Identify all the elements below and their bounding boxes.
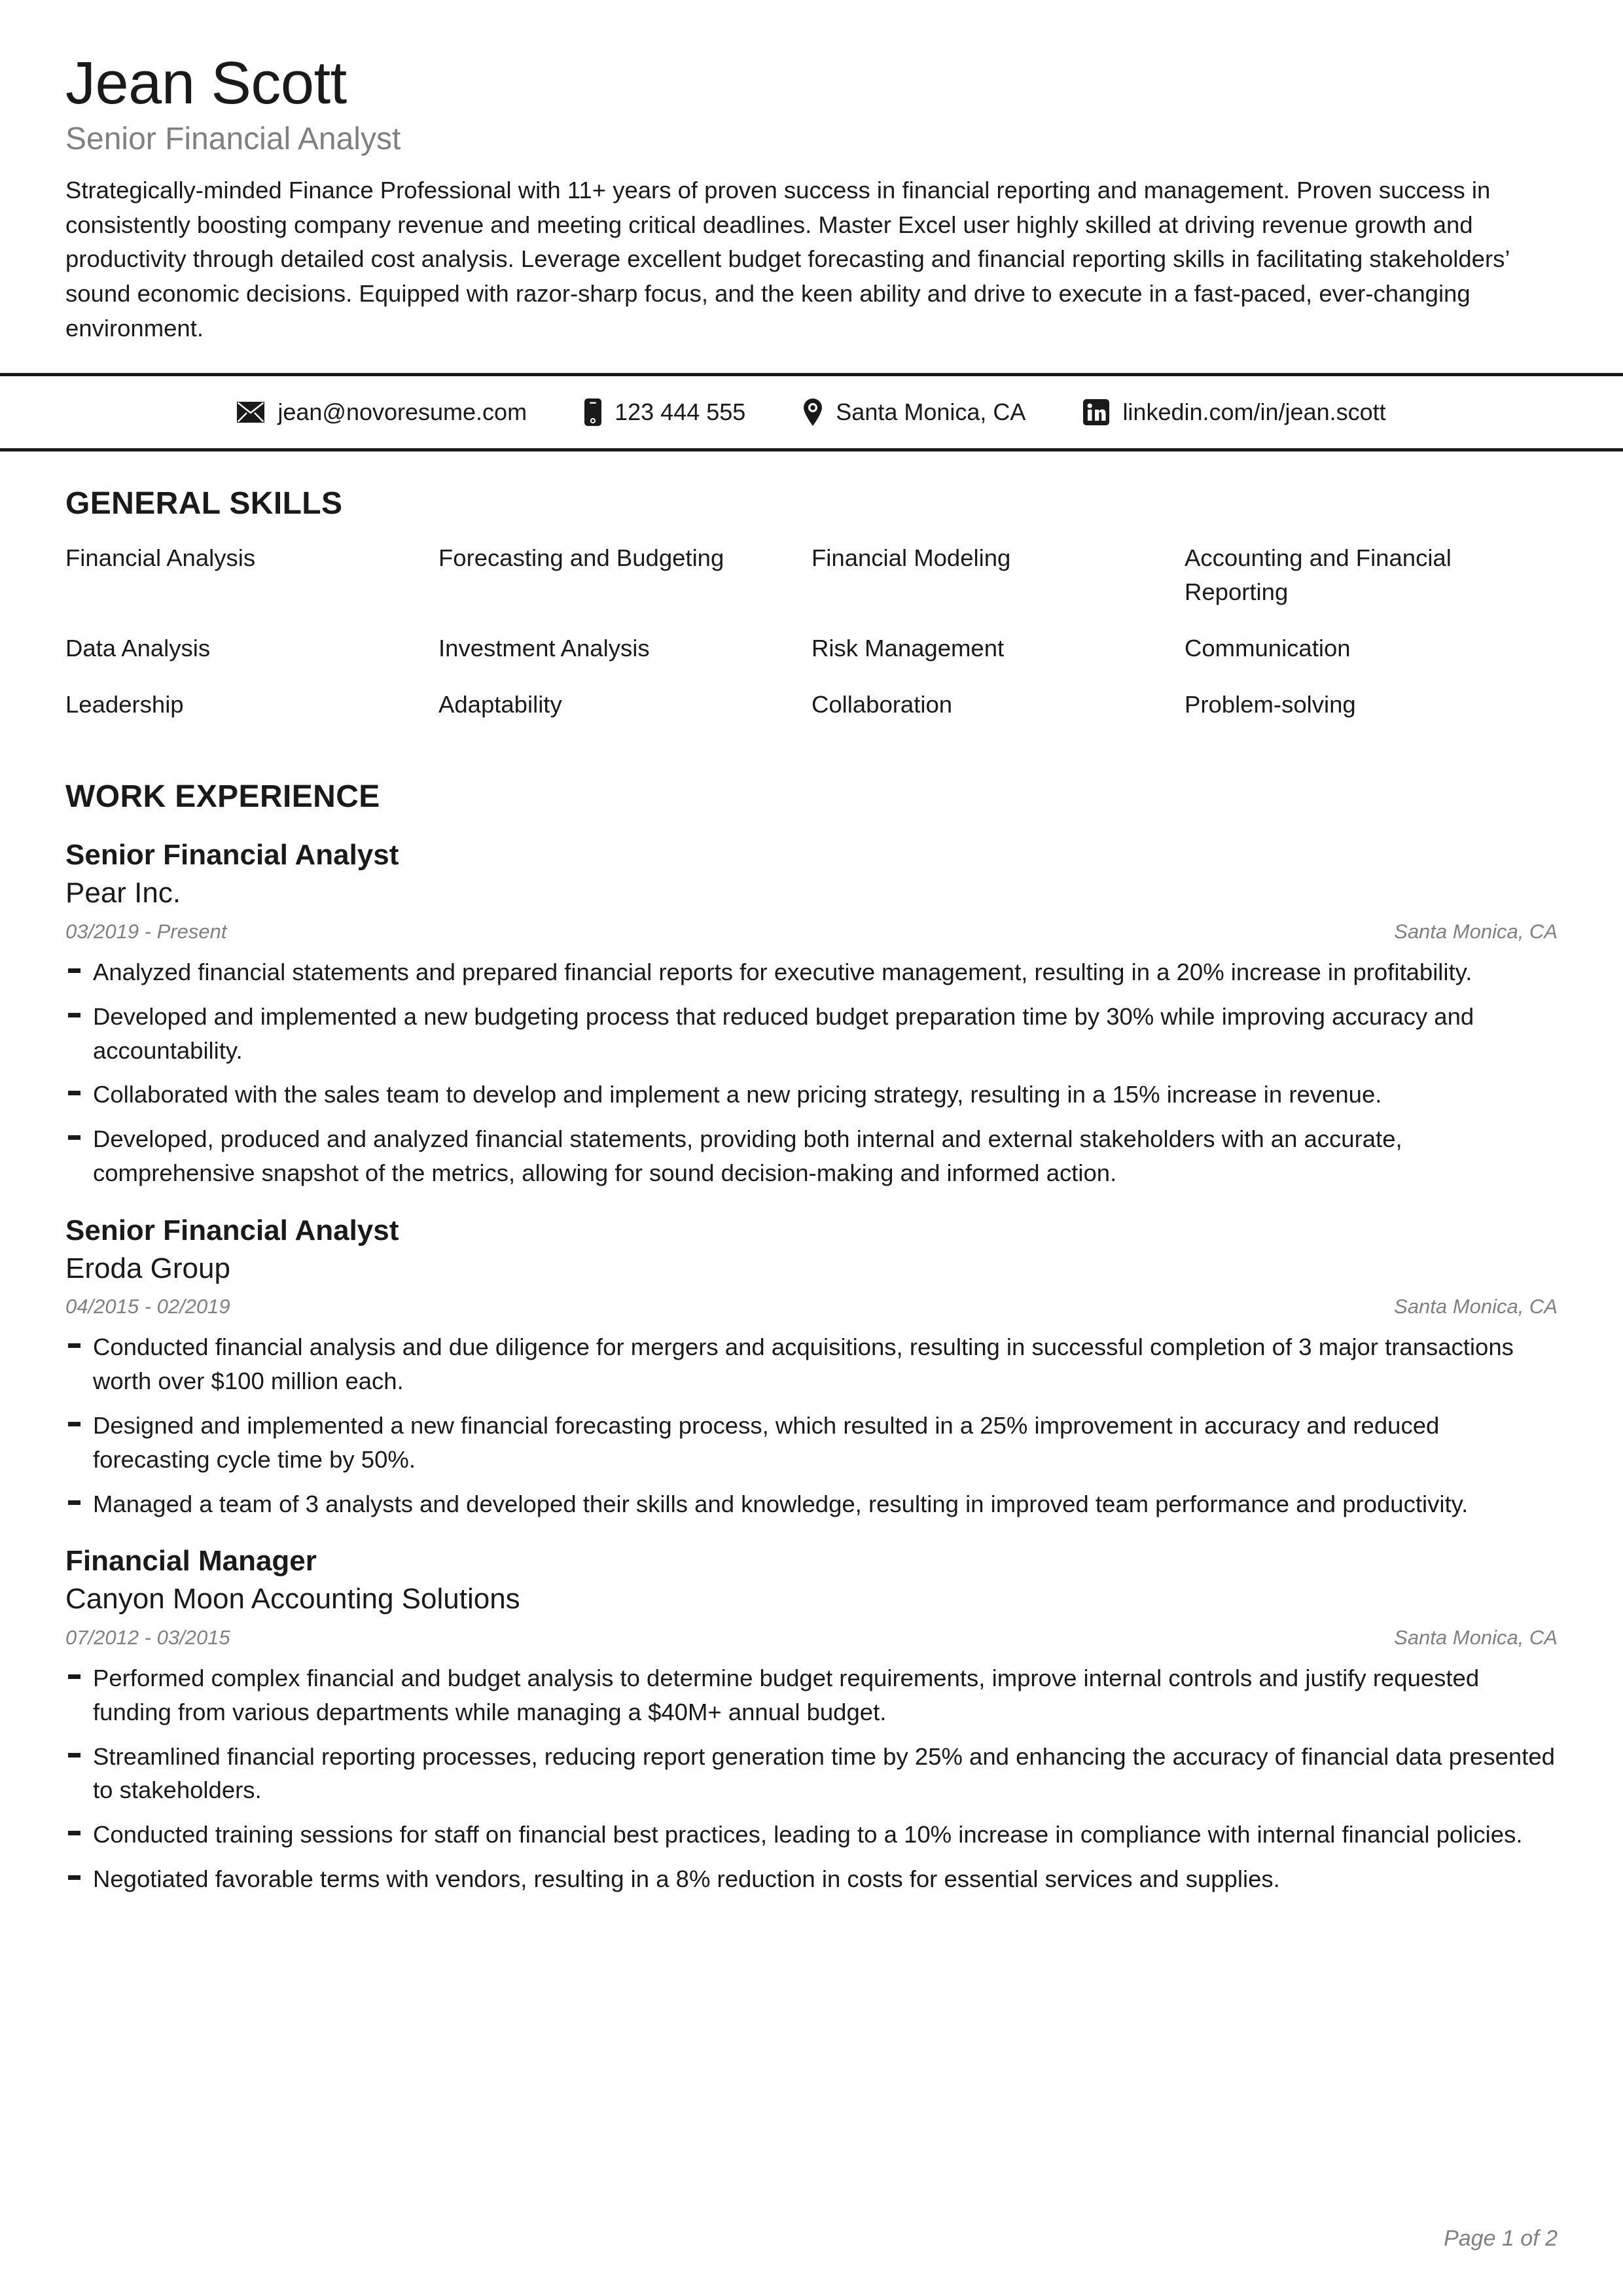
job-meta: [65, 920, 1558, 944]
contact-linkedin[interactable]: [1083, 399, 1385, 425]
job-role: Senior Financial Analyst: [65, 839, 399, 872]
bullet-marker-icon: [68, 1875, 80, 1880]
job-company: Pear Inc.: [65, 877, 181, 910]
skill-item: Data Analysis: [65, 634, 211, 662]
job-bullet-text: Analyzed financial statements and prepared financial reports for executive management, resulting in a 20% increase in profitability.: [93, 958, 1472, 985]
bullet-marker-icon: [68, 1500, 80, 1505]
bullet-marker-icon: [68, 1135, 80, 1140]
contact-email[interactable]: [237, 400, 527, 424]
header-job-title: Senior Financial Analyst: [65, 122, 401, 157]
divider-bottom: [0, 448, 1623, 451]
job-entry: [65, 1214, 1558, 1521]
skills-section-title: GENERAL SKILLS: [65, 486, 343, 521]
job-bullet-text: Performed complex financial and budget analysis to determine budget requirements, improve internal controls and justify requested funding from various departments while managing a $40M+ annual budget.: [93, 1664, 1480, 1725]
job-role: Financial Manager: [65, 1545, 317, 1578]
job-bullet: [65, 1122, 1558, 1190]
job-bullet: [65, 1000, 1558, 1068]
job-bullet: [65, 1740, 1558, 1808]
professional-summary: Strategically-minded Finance Professional with 11+ years of proven success in financial reporting and management. Proven success in consistently boosting company revenue and meeting critical deadlines. Master Excel user highly skilled at driving revenue growth and productivity through detailed cost analysis. Leverage excellent budget forecasting and financial reporting skills in facilitating stakeholders’ sound economic decisions. Equipped with razor-sharp focus, and the keen ability and drive to execute in a fast-paced, ever-changing environment.: [65, 177, 1510, 342]
bullet-marker-icon: [68, 1343, 80, 1348]
job-bullet: [65, 1862, 1558, 1896]
skill-item: Leadership: [65, 690, 184, 718]
work-experience-section: [65, 779, 1558, 1896]
contact-bar: [0, 376, 1623, 448]
job-bullet-text: Conducted financial analysis and due diligence for mergers and acquisitions, resulting in successful completion of 3 major transactions worth over $100 million each.: [93, 1333, 1514, 1395]
contact-location-text: Santa Monica, CA: [836, 398, 1026, 426]
skill-item: Forecasting and Budgeting: [438, 544, 724, 572]
job-entry: [65, 838, 1558, 1190]
job-bullet: [65, 1330, 1558, 1398]
skill-item: Accounting and Financial Reporting: [1185, 544, 1452, 605]
job-location: Santa Monica, CA: [1394, 1625, 1558, 1649]
job-entry: [65, 1544, 1558, 1896]
job-bullet-text: Collaborated with the sales team to develop and implement a new pricing strategy, resulting in a 15% increase in revenue.: [93, 1081, 1382, 1108]
job-dates: 04/2015 - 02/2019: [65, 1295, 230, 1318]
skill-item: Problem-solving: [1185, 690, 1356, 718]
skill-item: Collaboration: [812, 690, 953, 718]
job-bullets: [65, 955, 1558, 1190]
job-bullets: [65, 1661, 1558, 1896]
skill-item: Adaptability: [438, 690, 562, 718]
envelope-icon: [237, 402, 264, 423]
job-dates: 07/2012 - 03/2015: [65, 1625, 230, 1649]
job-bullet: [65, 1487, 1558, 1521]
job-location: Santa Monica, CA: [1394, 1295, 1558, 1318]
job-company: Eroda Group: [65, 1252, 230, 1284]
job-bullet: [65, 955, 1558, 989]
job-meta: [65, 1295, 1558, 1318]
resume-header: [0, 0, 1623, 345]
bullet-marker-icon: [68, 1674, 80, 1679]
job-bullet-text: Negotiated favorable terms with vendors, resulting in a 8% reduction in costs for essential services and supplies.: [93, 1865, 1280, 1893]
phone-icon: [584, 398, 601, 426]
resume-body: [0, 486, 1623, 1896]
contact-location[interactable]: [803, 398, 1026, 426]
linkedin-icon: [1083, 399, 1109, 425]
job-bullet-text: Conducted training sessions for staff on financial best practices, leading to a 10% increase in compliance with internal financial policies.: [93, 1821, 1523, 1848]
job-bullet-text: Designed and implemented a new financial forecasting process, which resulted in a 25% improvement in accuracy and reduced forecasting cycle time by 50%.: [93, 1411, 1440, 1473]
contact-email-text: jean@novoresume.com: [277, 398, 527, 426]
contact-phone-text: 123 444 555: [615, 398, 746, 426]
contact-linkedin-text: linkedin.com/in/jean.scott: [1122, 398, 1386, 426]
skill-item: Investment Analysis: [438, 634, 650, 662]
skill-item: Financial Modeling: [812, 544, 1011, 572]
map-pin-icon: [803, 398, 823, 426]
job-role: Senior Financial Analyst: [65, 1214, 399, 1246]
job-bullet: [65, 1661, 1558, 1729]
skill-item: Communication: [1185, 634, 1351, 662]
bullet-marker-icon: [68, 1753, 80, 1757]
skills-grid: [65, 541, 1558, 743]
bullet-marker-icon: [68, 1091, 80, 1095]
work-section-title: WORK EXPERIENCE: [65, 779, 380, 815]
job-bullet-text: Developed and implemented a new budgeting process that reduced budget preparation time by 30% while improving accuracy and accountability.: [93, 1002, 1474, 1064]
job-bullet-text: Streamlined financial reporting processes, reducing report generation time by 25% and enhancing the accuracy of financial data presented to stakeholders.: [93, 1742, 1555, 1804]
job-location: Santa Monica, CA: [1394, 919, 1558, 943]
bullet-marker-icon: [68, 1013, 80, 1017]
bullet-marker-icon: [68, 1831, 80, 1835]
job-dates: 03/2019 - Present: [65, 919, 227, 943]
page-footer: Page 1 of 2: [1444, 2226, 1558, 2251]
job-company: Canyon Moon Accounting Solutions: [65, 1583, 520, 1616]
job-bullet: [65, 1818, 1558, 1852]
bullet-marker-icon: [68, 1422, 80, 1426]
job-bullet-text: Managed a team of 3 analysts and developed their skills and knowledge, resulting in improved team performance and productivity.: [93, 1490, 1469, 1517]
skill-item: Risk Management: [812, 634, 1005, 662]
job-bullet: [65, 1078, 1558, 1112]
bullet-marker-icon: [68, 968, 80, 973]
job-bullet-text: Developed, produced and analyzed financial statements, providing both internal and external stakeholders with an accurate, comprehensive snapshot of the metrics, allowing for sound decision-making and informed action.: [93, 1125, 1402, 1187]
skills-section: [65, 486, 1558, 743]
skill-item: Financial Analysis: [65, 544, 256, 572]
job-meta: [65, 1626, 1558, 1650]
job-bullet: [65, 1409, 1558, 1477]
job-bullets: [65, 1330, 1558, 1521]
page-title: Jean Scott: [65, 50, 347, 116]
contact-phone[interactable]: [584, 398, 745, 426]
